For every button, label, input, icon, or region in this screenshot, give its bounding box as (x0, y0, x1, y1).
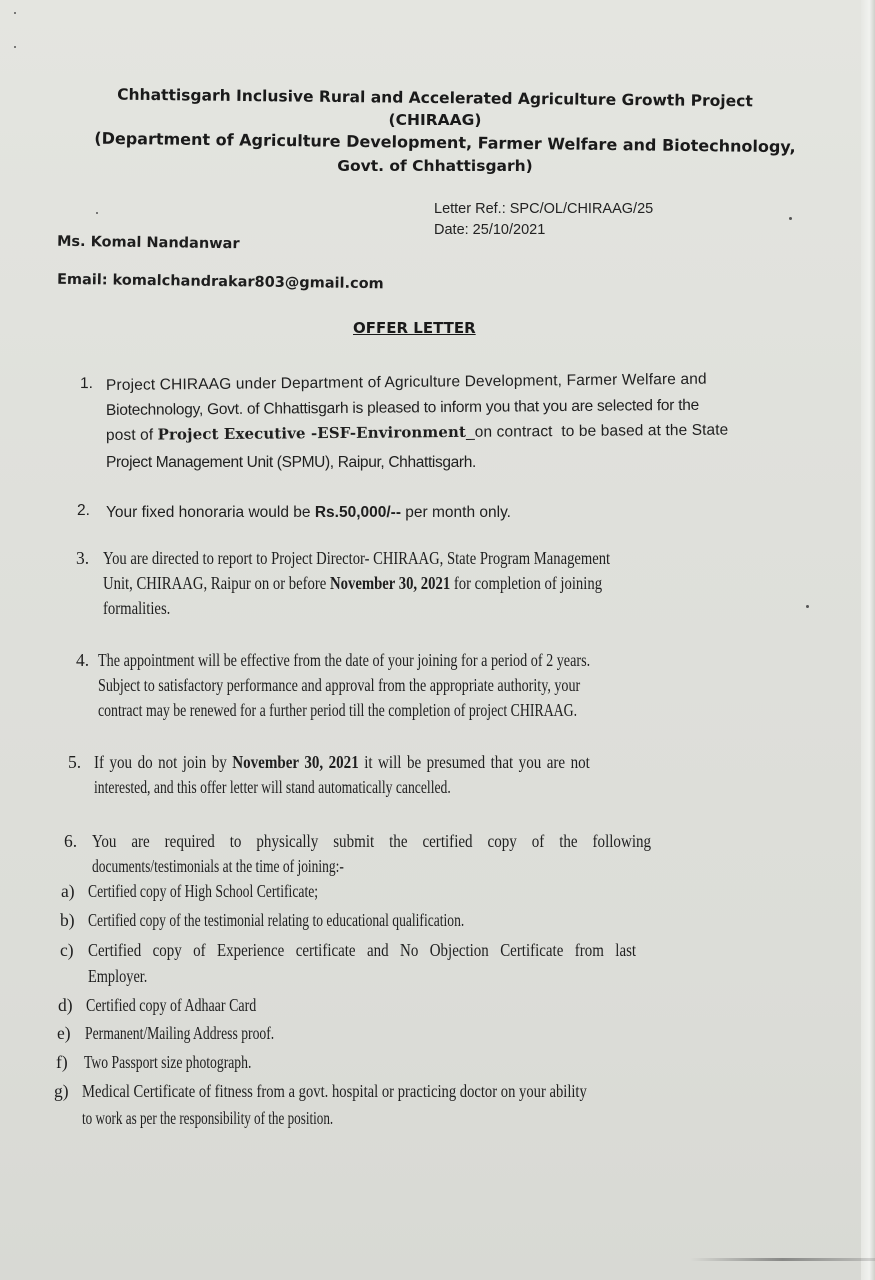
paper-speck (789, 217, 792, 220)
recipient-email[interactable]: Email: komalchandrakar803@gmail.com (56, 271, 384, 293)
list-item-text: Permanent/Mailing Address proof. (85, 1023, 275, 1043)
list-item-label: g) (54, 1081, 69, 1101)
recipient-name: Ms. Komal Nandanwar (56, 233, 240, 253)
list-item-label: b) (60, 910, 75, 930)
point-5-line (94, 750, 590, 774)
letter-date: Date: 25/10/2021 (434, 222, 546, 238)
letter-reference: Letter Ref.: SPC/OL/CHIRAAG/25 (434, 201, 654, 217)
honorarium-amount: Rs.50,000/-- (314, 504, 401, 521)
letterhead-acronym: (CHIRAAG) (388, 111, 482, 129)
position-title: Project Executive -ESF-Environment (157, 422, 467, 444)
list-item-text-continued: to work as per the responsibility of the position. (82, 1108, 334, 1128)
point-4-line: Subject to satisfactory performance and approval from the appropriate authority, your (98, 675, 581, 695)
point-number: 2. (77, 502, 90, 519)
point-4-line: contract may be renewed for a further period till the completion of project CHIRAAG. (98, 700, 578, 720)
document-title: OFFER LETTER (353, 319, 476, 337)
paper-smudge (690, 1258, 875, 1261)
list-item-text-continued: Employer. (88, 966, 148, 986)
paper-speck (96, 212, 98, 214)
point-number: 6. (64, 831, 78, 851)
point-1-line (106, 418, 729, 448)
list-item-text: Two Passport size photograph. (84, 1052, 252, 1072)
text: _on contract to be based at the State (465, 421, 729, 441)
letterhead-department: (Department of Agriculture Development, Farmer Welfare and Biotechnology, (94, 128, 796, 157)
point-number: 3. (76, 548, 90, 568)
list-item-text: Certified copy of Experience certificate and No Objection Certificate from last (88, 940, 637, 960)
list-item-text: Medical Certificate of fitness from a govt. hospital or practicing doctor on your ability (82, 1081, 587, 1101)
point-number: 1. (79, 374, 94, 393)
paper-speck (14, 46, 16, 48)
point-6-line: You are required to physically submit the certified copy of the following (92, 831, 652, 851)
list-item-label: c) (60, 940, 74, 960)
point-1-line: Project CHIRAAG under Department of Agriculture Development, Farmer Welfare and (105, 370, 707, 394)
point-number: 5. (68, 752, 82, 772)
point-3-line: You are directed to report to Project Director- CHIRAAG, State Program Management (103, 548, 611, 568)
text: per month only. (401, 504, 511, 521)
point-3-line: formalities. (103, 598, 171, 618)
list-item-text: Certified copy of High School Certificate; (88, 881, 319, 901)
list-item-label: d) (58, 995, 73, 1015)
point-4-line: The appointment will be effective from the date of your joining for a period of 2 years. (98, 650, 591, 670)
text: for completion of joining (450, 573, 603, 593)
text: Your fixed honoraria would be (106, 504, 315, 521)
list-item-label: f) (56, 1052, 68, 1072)
deadline-date: November 30, 2021 (329, 573, 451, 593)
text: post of (105, 426, 158, 444)
point-2-text (106, 500, 511, 525)
point-6-line: documents/testimonials at the time of joining:- (92, 856, 344, 876)
paper-speck (14, 12, 16, 14)
point-1-line: Project Management Unit (SPMU), Raipur, Chhattisgarh. (106, 454, 476, 471)
point-5-line: interested, and this offer letter will stand automatically cancelled. (94, 777, 451, 797)
letterhead-government: Govt. of Chhattisgarh) (337, 157, 533, 175)
list-item-label: e) (57, 1023, 71, 1043)
list-item-text: Certified copy of the testimonial relating to educational qualification. (88, 910, 465, 930)
list-item-label: a) (61, 881, 75, 901)
text: Unit, CHIRAAG, Raipur on or before (103, 573, 330, 593)
deadline-date: November 30, 2021 (232, 752, 359, 772)
point-number: 4. (76, 650, 90, 670)
paper-speck (806, 605, 809, 608)
list-item-text: Certified copy of Adhaar Card (86, 995, 257, 1015)
letterhead-project-name: Chhattisgarh Inclusive Rural and Accelerated Agriculture Growth Project (117, 85, 753, 111)
text: If you do not join by (94, 752, 233, 772)
point-1-line: Biotechnology, Govt. of Chhattisgarh is pleased to inform you that you are selected for the (105, 396, 700, 419)
point-3-line (103, 571, 602, 595)
paper-edge (861, 0, 875, 1280)
text: it will be presumed that you are not (358, 752, 590, 772)
